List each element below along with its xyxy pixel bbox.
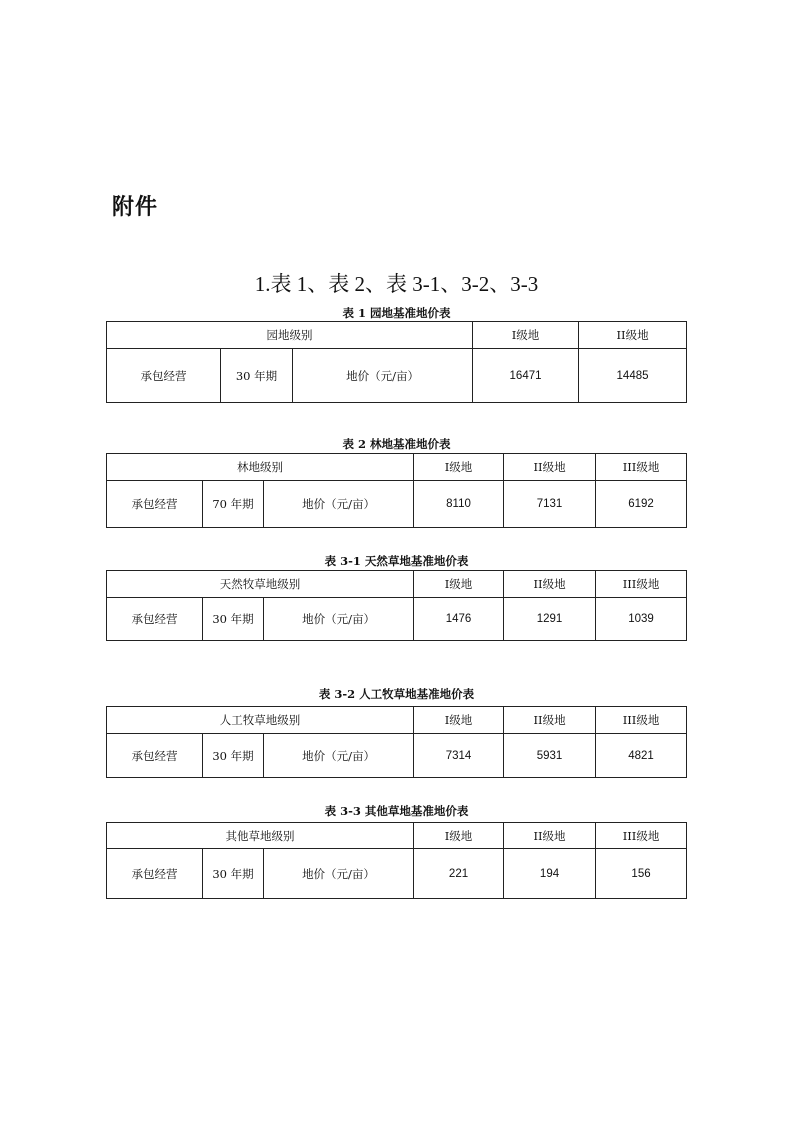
item-cell: 地价（元/亩） bbox=[264, 734, 414, 778]
table-caption: 表 3-1 天然草地基准地价表 bbox=[324, 554, 469, 568]
grade-header: 天然牧草地级别 bbox=[107, 571, 414, 598]
mode-cell: 承包经营 bbox=[107, 349, 221, 403]
grade-col: II级地 bbox=[504, 454, 596, 481]
grade-col: II级地 bbox=[504, 823, 596, 849]
land-price-table-3-2 bbox=[106, 706, 687, 778]
grade-col: II级地 bbox=[579, 322, 687, 349]
grade-col: III级地 bbox=[596, 454, 687, 481]
table-caption: 表 3-3 其他草地基准地价表 bbox=[324, 804, 469, 818]
price-cell: 6192 bbox=[596, 481, 687, 528]
term-cell: 30 年期 bbox=[203, 598, 264, 641]
price-cell: 156 bbox=[596, 849, 687, 899]
price-cell: 14485 bbox=[579, 349, 687, 403]
land-price-table-2 bbox=[106, 453, 687, 528]
price-cell: 221 bbox=[414, 849, 504, 899]
price-cell: 194 bbox=[504, 849, 596, 899]
item-cell: 地价（元/亩） bbox=[264, 849, 414, 899]
attachment-label: 附件 bbox=[112, 195, 159, 220]
grade-col: I级地 bbox=[473, 322, 579, 349]
term-cell: 70 年期 bbox=[203, 481, 264, 528]
grade-col: I级地 bbox=[414, 823, 504, 849]
price-cell: 1039 bbox=[596, 598, 687, 641]
mode-cell: 承包经营 bbox=[107, 598, 203, 641]
term-cell: 30 年期 bbox=[203, 734, 264, 778]
price-cell: 1291 bbox=[504, 598, 596, 641]
land-price-table-3-3 bbox=[106, 822, 687, 899]
mode-cell: 承包经营 bbox=[107, 734, 203, 778]
land-price-table-3-1 bbox=[106, 570, 687, 641]
table-caption: 表 2 林地基准地价表 bbox=[342, 437, 451, 451]
mode-cell: 承包经营 bbox=[107, 481, 203, 528]
table-caption: 表 1 园地基准地价表 bbox=[342, 306, 451, 320]
price-cell: 1476 bbox=[414, 598, 504, 641]
grade-header: 人工牧草地级别 bbox=[107, 707, 414, 734]
grade-col: I级地 bbox=[414, 454, 504, 481]
price-cell: 7131 bbox=[504, 481, 596, 528]
land-price-table-1 bbox=[106, 321, 687, 403]
item-cell: 地价（元/亩） bbox=[293, 349, 473, 403]
grade-col: II级地 bbox=[504, 571, 596, 598]
price-cell: 16471 bbox=[473, 349, 579, 403]
grade-header: 其他草地级别 bbox=[107, 823, 414, 849]
item-cell: 地价（元/亩） bbox=[264, 598, 414, 641]
term-cell: 30 年期 bbox=[221, 349, 293, 403]
term-cell: 30 年期 bbox=[203, 849, 264, 899]
table-caption: 表 3-2 人工牧草地基准地价表 bbox=[318, 687, 475, 701]
price-cell: 4821 bbox=[596, 734, 687, 778]
price-cell: 8110 bbox=[414, 481, 504, 528]
grade-col: II级地 bbox=[504, 707, 596, 734]
main-title: 1.表 1、表 2、表 3-1、3-2、3-3 bbox=[254, 272, 539, 296]
price-cell: 5931 bbox=[504, 734, 596, 778]
grade-col: I级地 bbox=[414, 707, 504, 734]
grade-header: 林地级别 bbox=[107, 454, 414, 481]
grade-col: III级地 bbox=[596, 707, 687, 734]
mode-cell: 承包经营 bbox=[107, 849, 203, 899]
grade-col: III级地 bbox=[596, 823, 687, 849]
grade-header: 园地级别 bbox=[107, 322, 473, 349]
price-cell: 7314 bbox=[414, 734, 504, 778]
item-cell: 地价（元/亩） bbox=[264, 481, 414, 528]
grade-col: I级地 bbox=[414, 571, 504, 598]
grade-col: III级地 bbox=[596, 571, 687, 598]
